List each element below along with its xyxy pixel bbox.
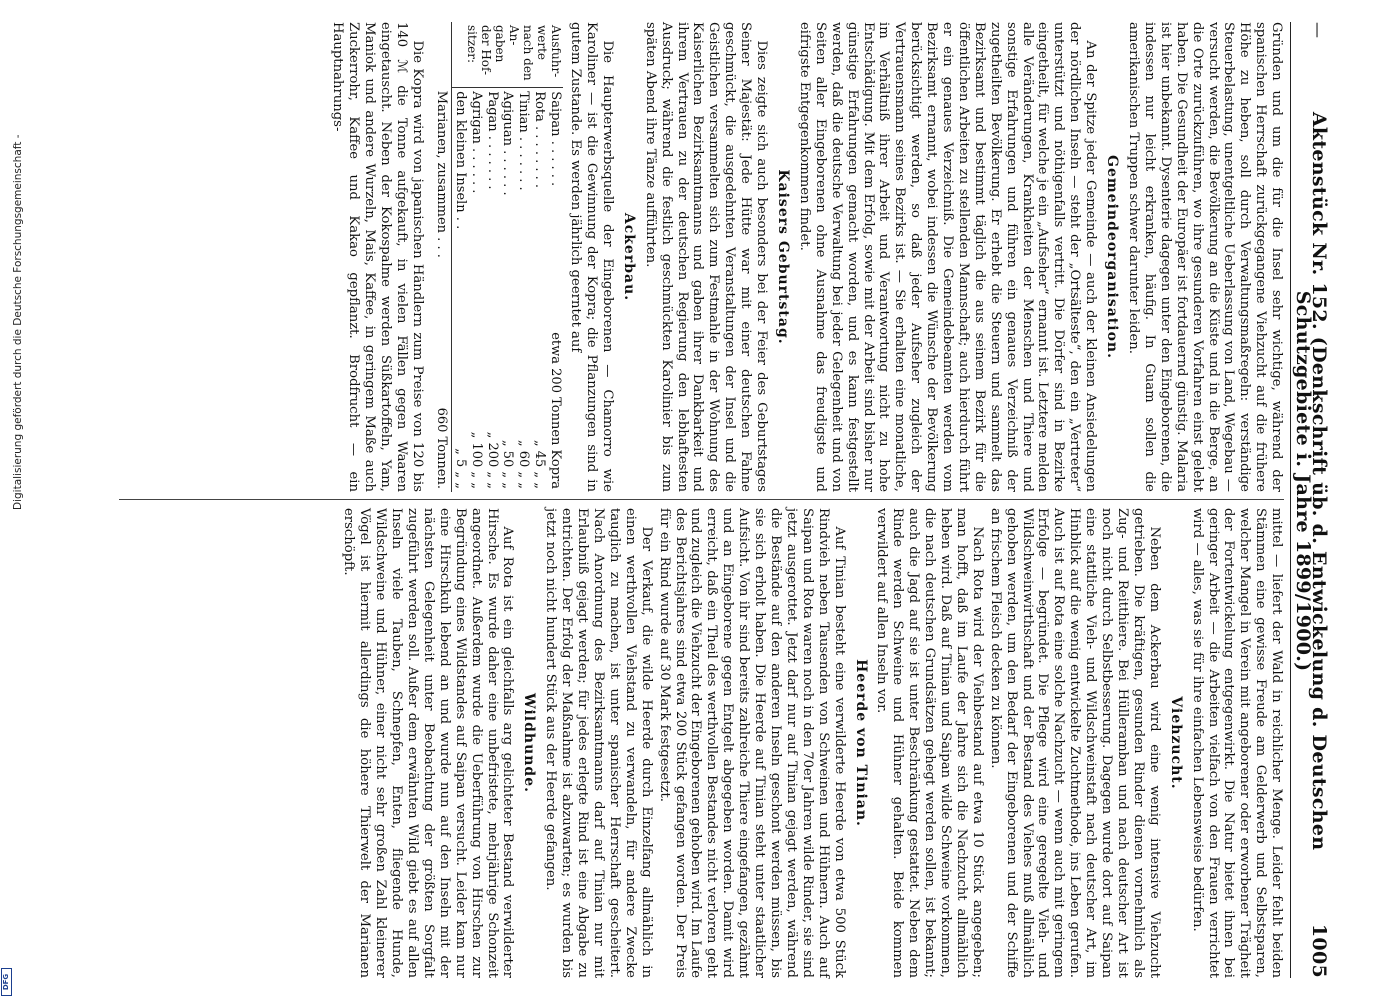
section-heading: Ackerbau. xyxy=(620,212,637,302)
table-place: Tinian . . . . . . . xyxy=(516,91,532,191)
section-heading: Wildhunde. xyxy=(521,692,538,793)
digitization-credit xyxy=(0,0,24,1000)
table-place: Pagan . . . . . . . xyxy=(484,91,500,190)
table-row xyxy=(451,22,467,492)
text-columns xyxy=(119,22,1284,978)
header-mark: — xyxy=(1309,22,1328,39)
table-qty: „ 100 „ „ xyxy=(468,431,484,489)
paragraph: Auf Tinian besteht eine verwilderte Heerde von etwa 500 Stück Rindvieh neben Tausenden von Schweinen und Hühnern. Auch auf Saipan und Rota waren noch in den 70er Jahren wilde Rinder, sie sind jetzt ausgerottet. Jetzt darf nur auf Tinian gejagt werden, während die Bestände auf den anderen Inseln geschont werden müssen, bis sie sich erholt haben. Die Heerde auf Tinian steht unter staatlicher Aufsicht. Von ihr sind bereits zahlreiche Thiere eingefangen, gezähmt und an Eingeborene gegen Entgelt abgegeben worden. Damit wird erreicht, daß ein Theil des werthvollen Bestandes nicht verloren geht und zugleich die Viehzucht der Eingeborenen gehoben wird. Im Laufe des Berichtsjahres sind etwa 200 Stück gefangen worden. Der Preis für ein Rind wurde auf 30 Mark festgesetzt. xyxy=(656,508,847,978)
document-page xyxy=(105,0,1340,1000)
table-qty: „ 60 „ „ xyxy=(516,439,532,489)
paragraph: Gründen und um die für die Insel sehr wichtige, während der spanischen Herrschaft zurückgegangene Viehzucht auf die frühere Höhe zu heben, soll durch Verwaltungsmaßregeln: verständige Steuerbelastung, unentgeltliche Ueberlassung von Land, Wegebau — versucht werden, die Bevölkerung an die Küste und in die Berge, an die Orte zurückzuführen, wo ihre gesunderen Vorfahren einst gelebt haben. Die Gesundheit der Europäer ist fortdauernd günstig. Malaria ist hier unbekannt. Dysenterie dagegen unter den Eingeborenen, die indessen nur leicht erkranken, häufig. In Guam sollen die amerikanischen Truppen schwer darunter leiden. xyxy=(1126,22,1285,492)
table-place: Saipan . . . . . . xyxy=(548,91,564,187)
paragraph: mittel — liefert der Wald in reichlicher Menge. Leider fehlt beiden Stämmen eine gewisse Freude am Gelderwerb und Selbstsparen, welcher Mangel in Verein mit angeborener oder erworbener Trägheit der Fortentwickelung entgegenwirkt. Die Natur bietet ihnen bei geringer Arbeit — die Arbeiten vielfach von den Frauen verrichtet wird — alles, was sie für ihre einfachen Lebensweise bedürfen. xyxy=(1189,508,1285,978)
table-group-label: Ausfuhr- werte nach den An- gaben der Hof- sitzer: xyxy=(451,22,563,88)
paragraph: Die Haupterwerbsquelle der Eingeborenen — Chamorro wie Karoliner — ist die Gewinnung der Kopra; die Pflanzungen sind in gutem Zustande. Es werden jährlich geerntet auf xyxy=(568,22,615,492)
page-header xyxy=(1290,22,1330,978)
table-row xyxy=(484,22,500,492)
page-number: 1005 xyxy=(1308,923,1330,978)
table-row xyxy=(500,22,516,492)
section-heading: Gemeindeorganisation. xyxy=(1104,155,1121,359)
paragraph: Auf Rota ist ein gleichfalls arg gelichteter Bestand verwilderter Hirsche. Es wurde daher eine unbefristete, mehrjährige Schonzeit angeordnet. Außerdem wurde die Ueberführung von Hirschen zur Begründung eines Wildstandes auf Saipan versucht. Leider kam nur eine Hirschkuh lebend an und wurde nun auf den Inseln mit der nächsten Gelegenheit unter Beobachtung der größten Sorgfalt zugeführt werden soll. Außer dem erwähnten Wild giebt es auf allen Inseln viele Tauben, Schnepfen, Enten, fliegende Hunde, Wildschweine und Hühner, einer nicht sehr großen Zahl kleinerer Vögel ist hiermit allerdings die höhere Thierwelt der Marianen erschöpft. xyxy=(341,508,516,978)
credit-text: Digitalisierung gefördert durch die Deutsche Forschungsgemeinschaft - xyxy=(12,134,24,510)
table-place: Agiguan . . . . . . xyxy=(500,91,516,196)
table-place: Rota . . . . . . . . xyxy=(532,91,548,189)
table-qty: „ 45 „ „ xyxy=(532,439,548,489)
table-qty: etwa 200 Tonnen Kopra xyxy=(548,332,564,489)
table-row xyxy=(531,22,547,492)
paragraph: An der Spitze jeder Gemeinde — auch der kleinen Ansiedelungen der nördlichen Inseln — steht der „Ortsälteste“, den ein „Vertreter“ unterstützt und nöthigenfalls vertritt. Die Dörfer sind in Bezirke eingetheilt, für welche je ein „Aufseher“ ernannt ist. Letztere melden alle Veränderungen, Krankheiten der Menschen und Thiere und sonstige Erfahrungen und führen ein genaues Verzeichniß der zugetheilten Bevölkerung. Er erhebt die Steuern und sammelt das Bezirksamt und bestimmt täglich die aus seinem Bezirk für die öffentlichen Arbeiten zu stellenden Mannschaft; auch hierdurch führt er ein genaues Verzeichniß. Die Gemeindebeamten werden vom Bezirksamt ernannt, wobei indessen die Wünsche der Bevölkerung berücksichtigt werden, so daß jeder Aufseher zugleich der Vertrauensmann seines Bezirks ist. — Sie erhalten eine monatliche, im Verhältniß ihrer Arbeit und Verantwortung nicht zu hohe Entschädigung. Mit dem Erfolg, sowie mit der Arbeit sind bisher nur günstige Erfahrungen gemacht worden, und es kann festgestellt werden, daß die deutsche Verwaltung bei jeder Gelegenheit und von Seiten aller Eingeborenen ohne Ausnahme das freudigste und eifrigste Entgegenkommen findet. xyxy=(796,22,1099,492)
section-heading: Heerde von Tinian. xyxy=(852,659,869,827)
paragraph: Neben dem Ackerbau wird eine wenig intensive Viehzucht getrieben. Die kräftigen, gesunden Rinder dienen vornehmlich als Zug- und Reitthiere. Bei Hülleramban und nach deutscher Art ist noch nicht durch Selbstbesserung. Dagegen wurde dort auf Saipan eine stattliche Vieh- und Wildschweinstaft nach deutscher Art, im Hinblick auf die wenig entwickelte Zuchtmethode, ins Leben gerufen. Auch ist auf Rota eine solche Nachzucht — wenn auch mit geringem Erfolge — begründet. Die Pflege wird eine geregelte Vieh- und Wildschweinwirthschaft und der Bestand des Viehes muß allmählich gehoben werden, um den Bedarf der Eingeborenen und der Schiffe an frischem Fleisch decken zu können. xyxy=(987,508,1162,978)
paragraph: Dies zeigte sich auch besonders bei der Feier des Geburtstages Seiner Majestät: Jede Hütte war mit einer deutschen Fahne geschmückt, die ausgedehnten Veranstaltungen der Insel und die Geistlichen versammelten sich zum Festmahle in der Wohnung des Kaiserlichen Bezirksamtmanns und gaben ihrer Dankbarkeit und ihrem Vertrauen zu der deutschen Regierung den lebhaftesten Ausdruck; während die festlich geschmückten Karolinier bis zum späten Abend ihre Tänze aufführten. xyxy=(642,22,770,492)
page-title: Aktenstück Nr. 152. (Denkschrift üb. d. Entwickelung d. Deutschen Schutzgebiete i. Jahre 1899/1900.) xyxy=(1292,111,1330,851)
table-row xyxy=(516,22,532,492)
table-qty: „ 5 „ „ xyxy=(452,448,468,489)
table-row xyxy=(468,22,484,492)
column-right xyxy=(119,508,1284,978)
table-total-row xyxy=(433,22,451,492)
section-heading: Viehzucht. xyxy=(1167,696,1184,790)
paragraph: Die Kopra wird von japanischen Händlern zum Preise von 120 bis 140 ℳ die Tonne aufgekauft, in vielen Fällen gegen Waaren eingetauscht. Neben der Kokospalme werden Süßkartoffeln, Yam, Maniok und andere Wurzeln, Mais, Kaffee, in geringem Maße auch Zuckerrohr, Kaffee und Kakao gepflanzt. Brodfrucht — ein Hauptnahrungs- xyxy=(330,22,425,492)
table-total-qty: 660 Tonnen. xyxy=(433,296,451,492)
paragraph: Der Verkauf, die wilde Heerde durch Einzelfang allmählich in einen werthvollen Viehstand zu verwandeln, für andere Zwecke tauglich zu machen, ist unter spanischer Herrschaft gescheitert. Nach Anordnung des Bezirksamtmanns darf auf Tinian nur mit Erlaubniß gejagt werden; für jedes erlegte Rind ist eine Abgabe zu entrichten. Der Erfolg der Maßnahme ist abzuwarten; es wurden bis jetzt noch nicht hundert Stück aus der Heerde gefangen. xyxy=(543,508,654,978)
table-place: den kleinen Inseln . . xyxy=(452,91,468,230)
copra-harvest-table xyxy=(433,22,563,492)
table-qty: „ 50 „ „ xyxy=(500,439,516,489)
table-qty: „ 200 „ „ xyxy=(484,431,500,489)
section-heading: Kaisers Geburtstag. xyxy=(775,169,791,345)
table-row xyxy=(547,22,563,492)
dfg-logo: DFG xyxy=(1,968,12,996)
table-total-label: Marianen, zusammen . . . xyxy=(433,88,451,296)
column-left xyxy=(119,22,1284,492)
paragraph: Nach Rota wird der Viehbestand auf etwa 10 Stück angegeben; man hofft, daß im Laufe der Jahre sich die Nachzucht allmählich heben wird. Daß auf Tinian und Saipan wilde Schweine vorkommen, die nach deutschen Grundsätzen gehegt werden sollen, ist bekannt; auch die Jagd auf sie ist unter Beschränkung gestattet. Neben dem Rinde werden Schweine und Hühner gehalten. Beide kommen verwildert auf allen Inseln vor. xyxy=(874,508,985,978)
table-place: Agrigan . . . . . . xyxy=(468,91,484,194)
